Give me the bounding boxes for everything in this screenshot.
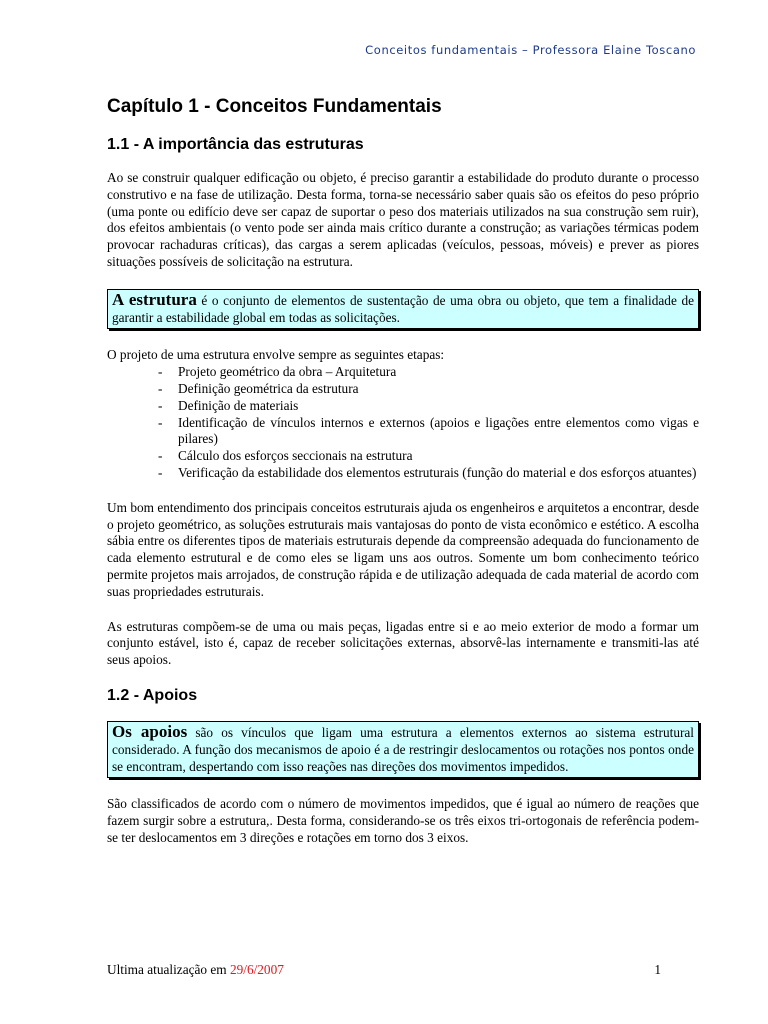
list-item	[107, 381, 699, 398]
list-item	[107, 364, 699, 381]
steps-list	[107, 364, 699, 482]
definition-text: é o conjunto de elementos de sustentação de uma obra ou objeto, que tem a finalidade de garantir a estabilidade global em todas as solicitações.	[112, 292, 694, 325]
definition-box-structure	[107, 289, 699, 330]
bullet-dash: -	[158, 464, 163, 480]
list-item	[107, 415, 699, 449]
paragraph-composition: As estruturas compõem-se de uma ou mais peças, ligadas entre si e ao meio exterior de modo a formar um conjunto estável, isto é, capaz de receber solicitações externas, absorvê-las internamente e transmiti-las até seus apoios.	[107, 618, 699, 668]
definition-text: são os vínculos que ligam uma estrutura a elementos externos ao sistema estrutural considerado. A função dos mecanismos de apoio é a de restringir deslocamentos ou rotações nos pontos onde se encontram, despertando com isso reações nas direções dos movimentos impedidos.	[112, 724, 694, 774]
paragraph-importance: Ao se construir qualquer edificação ou objeto, é preciso garantir a estabilidade do produto durante o processo construtivo e na fase de utilização. Desta forma, torna-se necessário saber quais são os efeitos do peso próprio (uma ponte ou edifício deve ser capaz de suportar o peso dos materiais utilizados na sua construção sem ruir), dos efeitos ambientais (o vento pode ser ainda mais crítico durante a construção; as variações térmicas podem provocar rachaduras críticas), das cargas a serem aplicadas (veículos, pessoas, móveis) e prever as piores situações possíveis de solicitação na estrutura.	[107, 170, 699, 269]
list-item	[107, 465, 699, 482]
bullet-dash: -	[158, 414, 163, 430]
list-item	[107, 448, 699, 465]
bullet-dash: -	[158, 448, 163, 464]
paragraph-concepts: Um bom entendimento dos principais conceitos estruturais ajuda os engenheiros e arquitetos a encontrar, desde o projeto geométrico, as soluções estruturais mais vantajosas do ponto de vista econômico e estético. A escolha sábia entre os diferentes tipos de materiais estruturais depende da compreensão adequada do funcionamento de cada elemento estrutural e de como eles se ligam uns aos outros. Somente um bom conhecimento teórico permite projetos mais arrojados, de construção rápida e de utilização adequada de cada material de acordo com suas propriedades estruturais.	[107, 499, 699, 599]
section-heading-1-2: 1.2 - Apoios	[107, 686, 198, 704]
list-item-text: Projeto geométrico da obra – Arquitetura	[178, 364, 397, 380]
list-item-text: Definição de materiais	[178, 397, 299, 413]
page-footer	[107, 962, 661, 978]
definition-box-supports	[107, 721, 699, 778]
updated-label: Ultima atualização em	[107, 962, 230, 977]
page-number: 1	[654, 962, 661, 977]
bullet-dash: -	[158, 364, 163, 380]
list-item-text: Verificação da estabilidade dos elementos estruturais (função do material e dos esforços atuantes)	[178, 464, 697, 480]
steps-intro: O projeto de uma estrutura envolve sempre as seguintes etapas:	[107, 347, 445, 363]
bullet-dash: -	[158, 380, 163, 396]
list-item	[107, 398, 699, 415]
page-content	[107, 96, 699, 865]
section-heading-1-1: 1.1 - A importância das estruturas	[107, 136, 364, 153]
paragraph-classification: São classificados de acordo com o número de movimentos impedidos, que é igual ao número de reações que fazem surgir sobre a estrutura,. Desta forma, considerando-se os três eixos tri-ortogonais de referência podem-se ter deslocamentos em 3 direções e rotações em torno dos 3 eixos.	[107, 796, 699, 845]
list-item-text: Identificação de vínculos internos e externos (apoios e ligações entre elementos como vigas e pilares)	[178, 414, 699, 447]
list-item-text: Cálculo dos esforços seccionais na estrutura	[178, 448, 413, 464]
definition-term: Os apoios	[112, 721, 188, 741]
bullet-dash: -	[158, 397, 163, 413]
running-header: Conceitos fundamentais – Professora Elaine Toscano	[365, 43, 696, 57]
definition-term: A estrutura	[112, 289, 197, 309]
updated-date: 29/6/2007	[229, 962, 284, 977]
list-item-text: Definição geométrica da estrutura	[178, 380, 359, 396]
chapter-title: Capítulo 1 - Conceitos Fundamentais	[107, 96, 442, 117]
